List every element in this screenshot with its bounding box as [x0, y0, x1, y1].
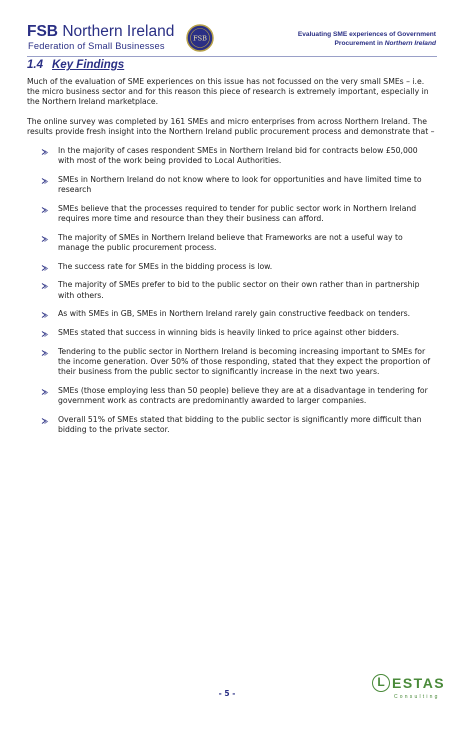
- logo-region: Northern Ireland: [62, 23, 175, 40]
- finding-item: [27, 347, 435, 378]
- arrow-bullet-icon: [41, 388, 49, 396]
- finding-text: The success rate for SMEs in the bidding process is low.: [58, 261, 273, 271]
- report-title-prefix: Procurement in: [334, 40, 385, 47]
- finding-item: [27, 146, 435, 166]
- section-number: 1.4: [27, 59, 43, 71]
- arrow-bullet-icon: [41, 330, 49, 338]
- finding-text: SMEs believe that the processes required to tender for public sector work in Northern Ireland requires more time and resource than they their business can afford.: [58, 203, 417, 224]
- finding-text: In the majority of cases respondent SMEs in Northern Ireland bid for contracts below £50,000 with most of the work being provided to Local Authorities.: [58, 146, 418, 166]
- arrow-bullet-icon: [41, 264, 49, 272]
- section-heading: [27, 59, 435, 72]
- finding-item: [27, 175, 435, 195]
- finding-item: [27, 262, 435, 272]
- report-title-line2: [298, 39, 436, 48]
- arrow-bullet-icon: [41, 282, 49, 290]
- arrow-bullet-icon: [41, 349, 49, 357]
- arrow-bullet-icon: [41, 177, 49, 185]
- lestas-logo: [372, 674, 454, 706]
- finding-text: SMEs stated that success in winning bids is heavily linked to price against other bidders.: [58, 327, 400, 337]
- finding-text: SMEs in Northern Ireland do not know where to look for opportunities and have limited time to research: [58, 174, 422, 195]
- finding-item: [27, 204, 435, 224]
- report-title-line1: Evaluating SME experiences of Government: [297, 31, 436, 38]
- finding-text: The majority of SMEs prefer to bid to the public sector on their own rather than in partnership with others.: [58, 280, 420, 300]
- arrow-bullet-icon: [41, 417, 49, 425]
- finding-item: [27, 328, 435, 338]
- lestas-logo-circle: L: [372, 674, 390, 692]
- finding-item: [27, 309, 435, 319]
- lestas-logo-word: ESTAS: [392, 675, 446, 691]
- report-title: [298, 30, 436, 48]
- finding-text: SMEs (those employing less than 50 people) believe they are at a disadvantage in tendering for government work as contracts are predominantly awarded to larger companies.: [58, 385, 428, 405]
- fsb-logo-wordmark: [27, 24, 174, 40]
- page-body: [27, 57, 435, 444]
- finding-text: Tendering to the public sector in Northern Ireland is becoming increasing important to SMEs for the income generation. Over 50% of those responding, stated that they expect the proportion of their business from the public sector to significantly increase in the next two years.: [58, 346, 431, 377]
- finding-text: The majority of SMEs in Northern Ireland believe that Frameworks are not a useful way to manage the public procurement process.: [58, 232, 403, 252]
- survey-paragraph: The online survey was completed by 161 SMEs and micro enterprises from across Northern Ireland. The results provide fresh insight into the Northern Ireland public procurement process and demonstrate that –: [27, 116, 435, 136]
- page-header: [0, 0, 454, 56]
- finding-item: [27, 415, 435, 435]
- intro-paragraph: Much of the evaluation of SME experiences on this issue has not focussed on the very small SMEs – i.e. the micro business sector and for this reason this piece of research is extremely important, especially in the Northern Ireland marketplace.: [27, 77, 429, 107]
- finding-item: [27, 233, 435, 253]
- finding-item: [27, 386, 435, 406]
- fsb-seal-icon: [186, 24, 214, 52]
- arrow-bullet-icon: [41, 311, 49, 319]
- seal-text: FSB: [193, 34, 207, 43]
- finding-text: Overall 51% of SMEs stated that bidding to the public sector is significantly more difficult than bidding to the private sector.: [58, 414, 422, 434]
- arrow-bullet-icon: [41, 235, 49, 243]
- lestas-logo-sub: Consulting: [394, 694, 440, 700]
- finding-text: As with SMEs in GB, SMEs in Northern Ireland rarely gain constructive feedback on tenders.: [58, 309, 411, 319]
- section-title: Key Findings: [52, 59, 125, 71]
- findings-list: [27, 146, 435, 435]
- report-title-region: Northern Ireland: [384, 40, 436, 47]
- arrow-bullet-icon: [41, 206, 49, 214]
- finding-item: [27, 280, 435, 300]
- page-number: - 5 -: [218, 689, 236, 698]
- logo-fullname: Federation of Small Businesses: [28, 41, 165, 51]
- arrow-bullet-icon: [41, 148, 49, 156]
- logo-fsb: FSB: [27, 23, 58, 40]
